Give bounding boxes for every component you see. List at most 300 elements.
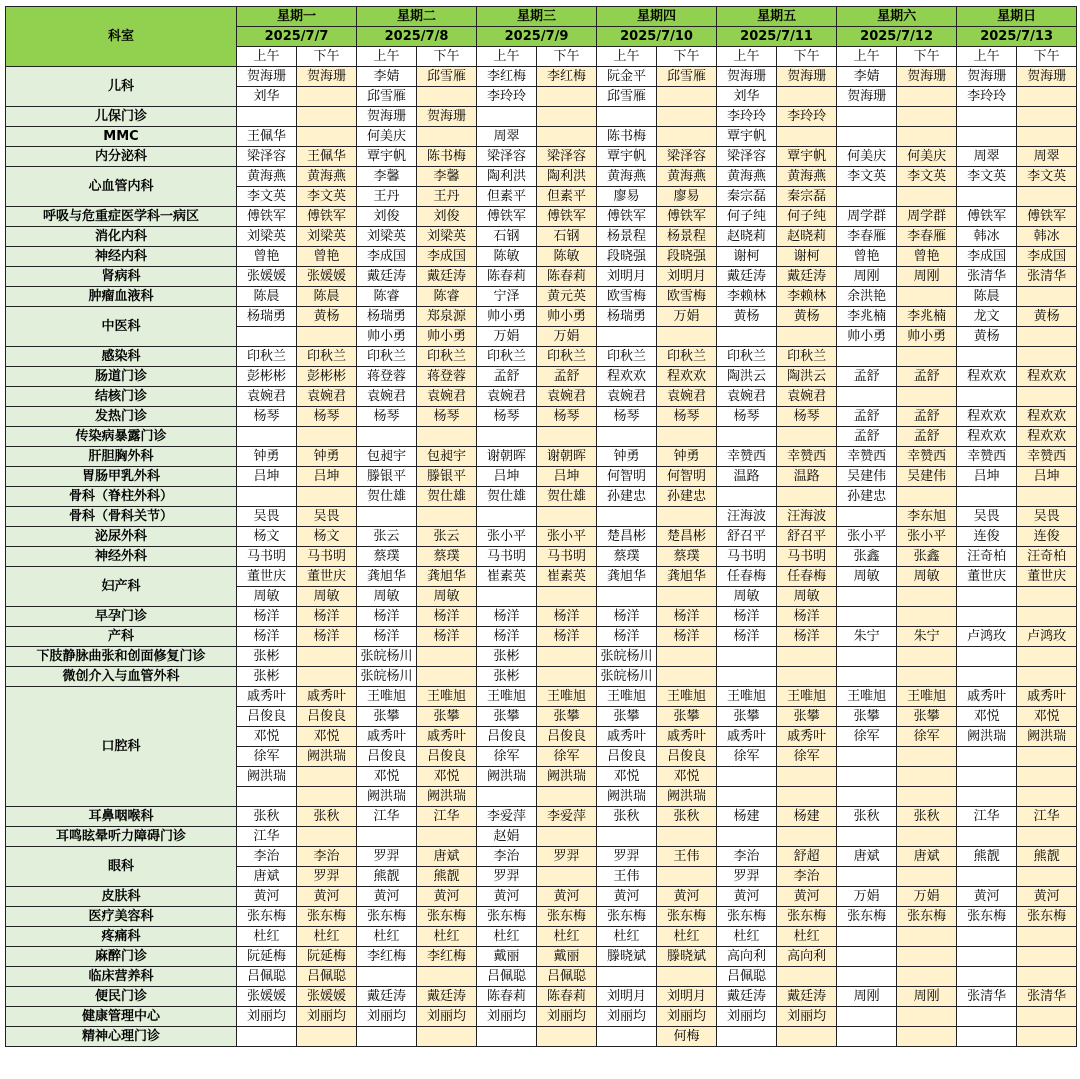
doctor-cell: [537, 667, 597, 687]
doctor-cell: 段晓强: [657, 247, 717, 267]
doctor-cell: [777, 487, 837, 507]
doctor-cell: 帅小勇: [357, 327, 417, 347]
doctor-cell: 邓悦: [357, 767, 417, 787]
doctor-cell: 孙建忠: [837, 487, 897, 507]
doctor-cell: 张小平: [537, 527, 597, 547]
doctor-cell: 杜红: [537, 927, 597, 947]
doctor-cell: 唐斌: [837, 847, 897, 867]
doctor-cell: [957, 387, 1017, 407]
doctor-cell: 杨琴: [237, 407, 297, 427]
doctor-cell: 王丹: [417, 187, 477, 207]
doctor-cell: 张鑫: [837, 547, 897, 567]
doctor-cell: [837, 127, 897, 147]
doctor-cell: [837, 767, 897, 787]
doctor-cell: 贺海珊: [777, 67, 837, 87]
doctor-cell: [537, 507, 597, 527]
doctor-cell: 程欢欢: [1017, 407, 1077, 427]
doctor-cell: 孟舒: [897, 367, 957, 387]
am-header: 上午: [957, 47, 1017, 67]
doctor-cell: [357, 427, 417, 447]
doctor-cell: [957, 1007, 1017, 1027]
doctor-cell: 杨洋: [417, 607, 477, 627]
doctor-cell: 帅小勇: [897, 327, 957, 347]
doctor-cell: 江华: [357, 807, 417, 827]
department-name: 骨科（脊柱外科）: [6, 487, 237, 507]
doctor-cell: 张小平: [477, 527, 537, 547]
doctor-cell: [837, 387, 897, 407]
doctor-cell: [597, 507, 657, 527]
doctor-cell: 王佩华: [297, 147, 357, 167]
doctor-cell: [1017, 187, 1077, 207]
doctor-cell: 李红梅: [477, 67, 537, 87]
doctor-cell: 孙建忠: [597, 487, 657, 507]
doctor-cell: 黄河: [1017, 887, 1077, 907]
doctor-cell: [777, 1027, 837, 1047]
doctor-cell: 刘俊: [357, 207, 417, 227]
doctor-cell: 陈春莉: [477, 987, 537, 1007]
doctor-cell: 周敏: [297, 587, 357, 607]
doctor-cell: 陈晨: [297, 287, 357, 307]
department-name: 耳鸣眩晕听力障碍门诊: [6, 827, 237, 847]
doctor-cell: [297, 767, 357, 787]
doctor-cell: [777, 787, 837, 807]
doctor-cell: [417, 967, 477, 987]
doctor-cell: [1017, 347, 1077, 367]
table-row: [6, 527, 1077, 547]
doctor-cell: [237, 487, 297, 507]
table-row: [6, 367, 1077, 387]
table-row: [6, 1007, 1077, 1027]
doctor-cell: [837, 1027, 897, 1047]
doctor-cell: [897, 347, 957, 367]
doctor-cell: 吕俊良: [597, 747, 657, 767]
table-row: [6, 807, 1077, 827]
doctor-cell: 张东梅: [597, 907, 657, 927]
doctor-cell: 张清华: [1017, 267, 1077, 287]
doctor-cell: 孟舒: [837, 407, 897, 427]
doctor-cell: 杨洋: [357, 627, 417, 647]
doctor-cell: [1017, 587, 1077, 607]
doctor-cell: [297, 787, 357, 807]
doctor-cell: 阙洪瑞: [477, 767, 537, 787]
doctor-cell: 李馨: [417, 167, 477, 187]
doctor-cell: [1017, 1007, 1077, 1027]
doctor-cell: [957, 587, 1017, 607]
doctor-cell: 蒋登蓉: [417, 367, 477, 387]
doctor-cell: 李爱萍: [477, 807, 537, 827]
doctor-cell: [837, 1007, 897, 1027]
doctor-cell: [237, 327, 297, 347]
doctor-cell: 贺海珊: [897, 67, 957, 87]
doctor-cell: [957, 787, 1017, 807]
doctor-cell: 徐军: [477, 747, 537, 767]
doctor-cell: 杨瑞勇: [597, 307, 657, 327]
doctor-cell: 陈书梅: [597, 127, 657, 147]
doctor-cell: 周刚: [837, 267, 897, 287]
day-date-header: 2025/7/12: [837, 27, 957, 47]
doctor-cell: 贺海珊: [417, 107, 477, 127]
doctor-cell: [897, 287, 957, 307]
doctor-cell: 但素平: [477, 187, 537, 207]
doctor-cell: 张鑫: [897, 547, 957, 567]
department-name: 医疗美容科: [6, 907, 237, 927]
doctor-cell: 黄河: [777, 887, 837, 907]
doctor-cell: 万娟: [897, 887, 957, 907]
doctor-cell: [777, 427, 837, 447]
doctor-cell: 李爱萍: [537, 807, 597, 827]
doctor-cell: 程欢欢: [1017, 427, 1077, 447]
doctor-cell: [837, 867, 897, 887]
doctor-cell: [957, 867, 1017, 887]
doctor-cell: 李玲玲: [717, 107, 777, 127]
doctor-cell: [837, 347, 897, 367]
doctor-cell: [897, 947, 957, 967]
doctor-cell: 刘梁英: [417, 227, 477, 247]
day-name-header: 星期六: [837, 7, 957, 27]
doctor-cell: 吕俊良: [477, 727, 537, 747]
doctor-cell: 邓悦: [657, 767, 717, 787]
doctor-cell: 袁婉君: [297, 387, 357, 407]
doctor-cell: [837, 587, 897, 607]
doctor-cell: 崔素英: [537, 567, 597, 587]
table-row: [6, 227, 1077, 247]
doctor-cell: 吴建伟: [897, 467, 957, 487]
doctor-cell: 卢鸿玫: [957, 627, 1017, 647]
doctor-cell: 张皖杨川: [597, 647, 657, 667]
doctor-cell: 徐军: [717, 747, 777, 767]
table-row: [6, 987, 1077, 1007]
doctor-cell: [837, 507, 897, 527]
doctor-cell: [297, 427, 357, 447]
doctor-cell: 杜红: [297, 927, 357, 947]
table-row: [6, 967, 1077, 987]
doctor-cell: 彭彬彬: [297, 367, 357, 387]
doctor-cell: 邱雪雁: [417, 67, 477, 87]
doctor-cell: 欧雪梅: [597, 287, 657, 307]
doctor-cell: 楚昌彬: [657, 527, 717, 547]
doctor-cell: 刘丽均: [237, 1007, 297, 1027]
am-header: 上午: [357, 47, 417, 67]
doctor-cell: 印秋兰: [717, 347, 777, 367]
doctor-cell: 王丹: [357, 187, 417, 207]
doctor-cell: 陶洪云: [777, 367, 837, 387]
doctor-cell: 杨洋: [597, 607, 657, 627]
doctor-cell: 李春雁: [897, 227, 957, 247]
doctor-cell: [777, 767, 837, 787]
doctor-cell: 杨文: [297, 527, 357, 547]
doctor-cell: 阙洪瑞: [237, 767, 297, 787]
table-row: [6, 347, 1077, 367]
doctor-cell: 龚旭华: [657, 567, 717, 587]
doctor-cell: 陈春莉: [477, 267, 537, 287]
doctor-cell: 罗羿: [297, 867, 357, 887]
doctor-cell: 杨洋: [777, 627, 837, 647]
doctor-cell: 马书明: [297, 547, 357, 567]
doctor-cell: [657, 647, 717, 667]
doctor-cell: 傅铁军: [657, 207, 717, 227]
doctor-cell: 李治: [237, 847, 297, 867]
doctor-cell: 戚秀叶: [657, 727, 717, 747]
doctor-cell: 马书明: [237, 547, 297, 567]
doctor-cell: 杜红: [717, 927, 777, 947]
doctor-cell: 阮延梅: [297, 947, 357, 967]
doctor-cell: 张东梅: [957, 907, 1017, 927]
doctor-cell: [657, 867, 717, 887]
doctor-cell: 高向利: [777, 947, 837, 967]
doctor-cell: 杨琴: [417, 407, 477, 427]
doctor-cell: 吴畏: [297, 507, 357, 527]
doctor-cell: 杨洋: [297, 607, 357, 627]
doctor-cell: 董世庆: [297, 567, 357, 587]
department-name: 耳鼻咽喉科: [6, 807, 237, 827]
doctor-cell: 杜红: [597, 927, 657, 947]
doctor-cell: 陈书梅: [417, 147, 477, 167]
doctor-cell: [777, 327, 837, 347]
doctor-cell: [537, 587, 597, 607]
doctor-cell: 赵娟: [477, 827, 537, 847]
doctor-cell: 李红梅: [537, 67, 597, 87]
doctor-cell: [657, 107, 717, 127]
doctor-cell: 傅铁军: [957, 207, 1017, 227]
doctor-cell: 杨瑞勇: [357, 307, 417, 327]
doctor-cell: 黄河: [597, 887, 657, 907]
doctor-cell: [297, 87, 357, 107]
doctor-cell: [417, 827, 477, 847]
doctor-cell: 黄杨: [1017, 307, 1077, 327]
doctor-cell: 傅铁军: [237, 207, 297, 227]
doctor-cell: 吕佩聪: [537, 967, 597, 987]
table-row: [6, 307, 1077, 327]
doctor-cell: [597, 827, 657, 847]
doctor-cell: 覃宇帆: [717, 127, 777, 147]
doctor-cell: 程欢欢: [957, 427, 1017, 447]
doctor-cell: 何美庆: [357, 127, 417, 147]
doctor-cell: 崔素英: [477, 567, 537, 587]
doctor-cell: 龚旭华: [417, 567, 477, 587]
am-header: 上午: [237, 47, 297, 67]
department-name: 口腔科: [6, 687, 237, 807]
doctor-cell: [777, 827, 837, 847]
doctor-cell: 戚秀叶: [717, 727, 777, 747]
doctor-cell: 戴廷涛: [777, 987, 837, 1007]
doctor-cell: 吕俊良: [657, 747, 717, 767]
doctor-cell: 罗羿: [717, 867, 777, 887]
doctor-cell: 吴畏: [237, 507, 297, 527]
doctor-cell: 杨琴: [477, 407, 537, 427]
doctor-cell: 李赖林: [717, 287, 777, 307]
doctor-cell: 戚秀叶: [417, 727, 477, 747]
doctor-cell: 傅铁军: [537, 207, 597, 227]
doctor-cell: [417, 647, 477, 667]
doctor-cell: [1017, 787, 1077, 807]
doctor-cell: [237, 1027, 297, 1047]
doctor-cell: 李赖林: [777, 287, 837, 307]
doctor-cell: 杜红: [357, 927, 417, 947]
doctor-cell: 廖易: [597, 187, 657, 207]
doctor-cell: [1017, 947, 1077, 967]
doctor-cell: 邓悦: [417, 767, 477, 787]
doctor-cell: 贺海珊: [237, 67, 297, 87]
doctor-cell: 杨洋: [717, 627, 777, 647]
doctor-cell: 张东梅: [777, 907, 837, 927]
doctor-cell: 唐斌: [897, 847, 957, 867]
doctor-cell: 张东梅: [357, 907, 417, 927]
table-row: [6, 547, 1077, 567]
department-name: 下肢静脉曲张和创面修复门诊: [6, 647, 237, 667]
doctor-cell: 万娟: [537, 327, 597, 347]
doctor-cell: 张小平: [837, 527, 897, 547]
doctor-cell: 陈晨: [957, 287, 1017, 307]
doctor-cell: 马书明: [777, 547, 837, 567]
doctor-cell: 黄河: [477, 887, 537, 907]
doctor-cell: 周刚: [837, 987, 897, 1007]
doctor-cell: 戴廷涛: [417, 987, 477, 1007]
doctor-cell: 连俊: [1017, 527, 1077, 547]
doctor-cell: 徐军: [897, 727, 957, 747]
doctor-cell: 滕晓斌: [597, 947, 657, 967]
doctor-cell: 黄海燕: [237, 167, 297, 187]
pm-header: 下午: [297, 47, 357, 67]
doctor-cell: 钟勇: [237, 447, 297, 467]
doctor-cell: 温路: [777, 467, 837, 487]
doctor-cell: 杨文: [237, 527, 297, 547]
doctor-cell: [837, 647, 897, 667]
doctor-cell: [1017, 387, 1077, 407]
doctor-cell: 杨洋: [477, 627, 537, 647]
doctor-cell: [897, 767, 957, 787]
doctor-cell: 杨洋: [237, 627, 297, 647]
doctor-cell: [597, 427, 657, 447]
doctor-cell: 幸赞西: [837, 447, 897, 467]
doctor-cell: 罗羿: [477, 867, 537, 887]
doctor-cell: 张东梅: [897, 907, 957, 927]
doctor-cell: 王唯旭: [717, 687, 777, 707]
doctor-cell: 江华: [957, 807, 1017, 827]
doctor-cell: 傅铁军: [297, 207, 357, 227]
doctor-cell: [957, 187, 1017, 207]
doctor-cell: 王唯旭: [837, 687, 897, 707]
department-name: 肿瘤血液科: [6, 287, 237, 307]
doctor-cell: 黄河: [717, 887, 777, 907]
doctor-cell: [1017, 747, 1077, 767]
doctor-cell: 戴廷涛: [717, 987, 777, 1007]
doctor-cell: [297, 487, 357, 507]
doctor-cell: 杨琴: [537, 407, 597, 427]
table-row: [6, 947, 1077, 967]
doctor-cell: 蔡璞: [657, 547, 717, 567]
doctor-cell: [1017, 107, 1077, 127]
doctor-cell: 张秋: [837, 807, 897, 827]
doctor-cell: 帅小勇: [477, 307, 537, 327]
doctor-cell: 袁婉君: [237, 387, 297, 407]
doctor-cell: 杨洋: [417, 627, 477, 647]
day-date-header: 2025/7/9: [477, 27, 597, 47]
doctor-cell: [837, 947, 897, 967]
doctor-cell: 万娟: [657, 307, 717, 327]
doctor-cell: 程欢欢: [957, 407, 1017, 427]
doctor-cell: 吕佩聪: [477, 967, 537, 987]
doctor-cell: 董世庆: [1017, 567, 1077, 587]
doctor-cell: [1017, 767, 1077, 787]
doctor-cell: [837, 107, 897, 127]
doctor-cell: 李文英: [297, 187, 357, 207]
doctor-cell: 刘梁英: [297, 227, 357, 247]
doctor-cell: 陈敏: [537, 247, 597, 267]
doctor-cell: 滕银平: [417, 467, 477, 487]
doctor-cell: [537, 87, 597, 107]
doctor-cell: 陈敏: [477, 247, 537, 267]
doctor-cell: 张清华: [957, 987, 1017, 1007]
day-date-header: 2025/7/10: [597, 27, 717, 47]
doctor-cell: 龚旭华: [357, 567, 417, 587]
doctor-cell: 任春梅: [777, 567, 837, 587]
doctor-cell: 张攀: [417, 707, 477, 727]
doctor-cell: 陶利洪: [537, 167, 597, 187]
doctor-cell: 邓悦: [237, 727, 297, 747]
doctor-cell: 何子纯: [777, 207, 837, 227]
doctor-cell: 吕佩聪: [717, 967, 777, 987]
doctor-cell: [1017, 967, 1077, 987]
doctor-cell: 张攀: [717, 707, 777, 727]
doctor-cell: 王伟: [657, 847, 717, 867]
doctor-cell: [1017, 1027, 1077, 1047]
doctor-cell: 张东梅: [477, 907, 537, 927]
doctor-cell: 周敏: [417, 587, 477, 607]
doctor-cell: 阙洪瑞: [597, 787, 657, 807]
doctor-cell: 张东梅: [237, 907, 297, 927]
doctor-cell: 贺仕雄: [537, 487, 597, 507]
doctor-cell: 阙洪瑞: [537, 767, 597, 787]
doctor-cell: [537, 1027, 597, 1047]
doctor-cell: 邱雪雁: [597, 87, 657, 107]
doctor-cell: 杨琴: [777, 407, 837, 427]
doctor-cell: 万娟: [837, 887, 897, 907]
department-name: 消化内科: [6, 227, 237, 247]
doctor-cell: 杨建: [777, 807, 837, 827]
doctor-cell: 袁婉君: [537, 387, 597, 407]
doctor-cell: [1017, 867, 1077, 887]
doctor-cell: 戚秀叶: [297, 687, 357, 707]
doctor-cell: 戴丽: [537, 947, 597, 967]
doctor-cell: 黄河: [357, 887, 417, 907]
doctor-cell: 张小平: [897, 527, 957, 547]
doctor-cell: 赵晓莉: [717, 227, 777, 247]
department-name: 便民门诊: [6, 987, 237, 1007]
doctor-cell: 谢朝晖: [477, 447, 537, 467]
doctor-cell: [417, 427, 477, 447]
department-name: 骨科（骨科关节）: [6, 507, 237, 527]
schedule-container: [5, 6, 1077, 1047]
doctor-cell: 孟舒: [897, 427, 957, 447]
doctor-cell: 贺海珊: [357, 107, 417, 127]
doctor-cell: 董世庆: [237, 567, 297, 587]
doctor-cell: 李治: [717, 847, 777, 867]
doctor-cell: 陈睿: [417, 287, 477, 307]
doctor-cell: 杨洋: [657, 627, 717, 647]
doctor-cell: 李成国: [417, 247, 477, 267]
doctor-cell: 罗羿: [597, 847, 657, 867]
doctor-cell: 梁泽容: [237, 147, 297, 167]
doctor-cell: [837, 787, 897, 807]
table-row: [6, 427, 1077, 447]
day-date-header: 2025/7/11: [717, 27, 837, 47]
doctor-cell: 张彬: [237, 667, 297, 687]
doctor-cell: 印秋兰: [357, 347, 417, 367]
doctor-cell: 杜红: [657, 927, 717, 947]
department-name: 心血管内科: [6, 167, 237, 207]
doctor-cell: 戚秀叶: [1017, 687, 1077, 707]
doctor-cell: 王佩华: [237, 127, 297, 147]
